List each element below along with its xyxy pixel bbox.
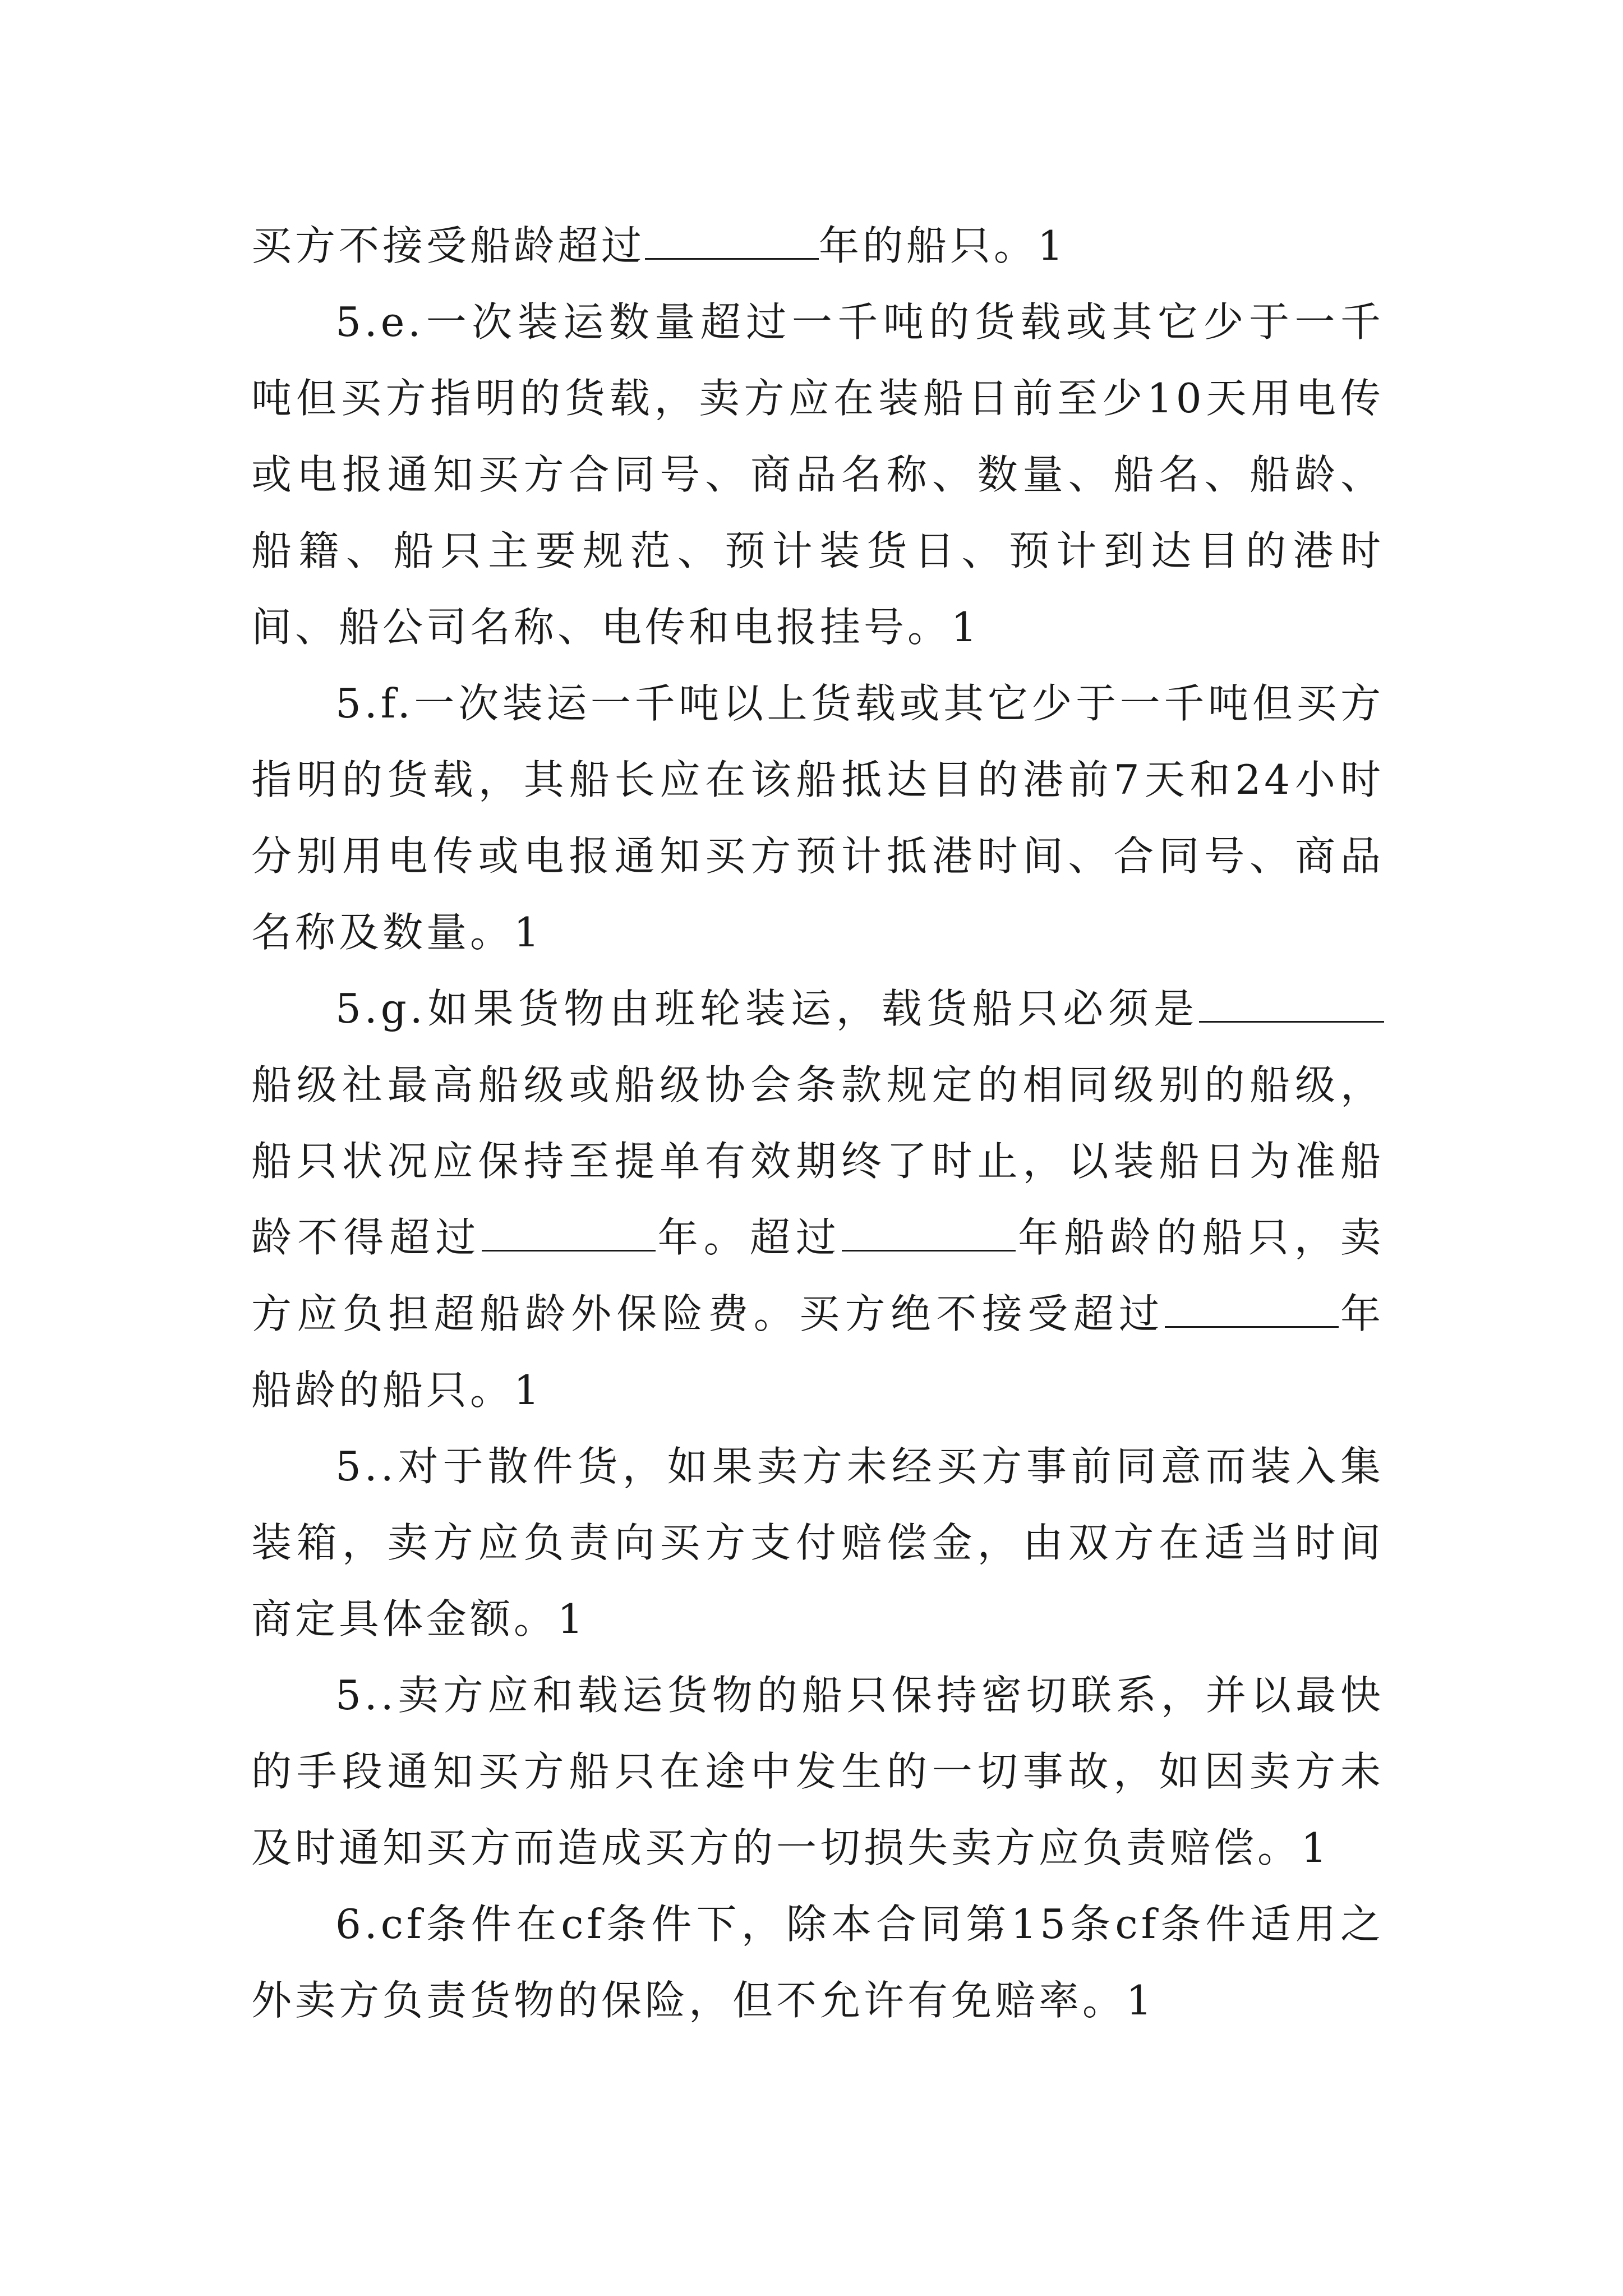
- paragraph-5g: [251, 970, 1384, 1428]
- blank-line: [842, 1209, 1016, 1251]
- paragraph-ship-contact: 5..卖方应和载运货物的船只保持密切联系，并以最快的手段通知买方船只在途中发生的一切事故，如因卖方未及时通知买方而造成买方的一切损失卖方应负责赔偿。1: [251, 1672, 1384, 1871]
- paragraph-ship-age-limit: [251, 208, 1384, 284]
- blank-line: [1165, 1286, 1339, 1328]
- paragraph-text: 年船龄的船只。1: [251, 1290, 1384, 1414]
- paragraph-5f: 5.f.一次装运一千吨以上货载或其它少于一千吨但买方指明的货载，其船长应在该船抵达目的港前7天和24小时分别用电传或电报通知买方预计抵港时间、合同号、商品名称及数量。1: [251, 680, 1384, 956]
- blank-line: [1199, 981, 1384, 1023]
- paragraph-6-cf: 6.cf条件在cf条件下，除本合同第15条cf条件适用之外卖方负责货物的保险，但不允许有免赔率。1: [251, 1901, 1384, 2024]
- paragraph-5e: 5.e.一次装运数量超过一千吨的货载或其它少于一千吨但买方指明的货载，卖方应在装船日前至少10天用电传或电报通知买方合同号、商品名称、数量、船名、船龄、船籍、船只主要规范、预计装货日、预计到达目的港时间、船公司名称、电传和电报挂号。1: [251, 298, 1384, 651]
- document-body: [251, 208, 1384, 2039]
- paragraph-text: 买方不接受船龄超过: [251, 222, 645, 269]
- paragraph-text: 年。超过: [655, 1214, 842, 1261]
- blank-line: [645, 218, 819, 260]
- paragraph-text: 年船龄的船只，卖方应负担超船龄外保险费。买方绝不接受超过: [251, 1214, 1384, 1337]
- blank-line: [482, 1209, 656, 1251]
- paragraph-text: 5.g.如果货物由班轮装运，载货船只必须是: [335, 985, 1199, 1032]
- paragraph-bulk-cargo: 5..对于散件货，如果卖方未经买方事前同意而装入集装箱，卖方应负责向买方支付赔偿金，由双方在适当时间商定具体金额。1: [251, 1443, 1384, 1642]
- paragraph-text: 年的船只。1: [819, 222, 1067, 269]
- paragraph-text: 船级社最高船级或船级协会条款规定的相同级别的船级，船只状况应保持至提单有效期终了时止，以装船日为准船龄不得超过: [251, 1061, 1384, 1261]
